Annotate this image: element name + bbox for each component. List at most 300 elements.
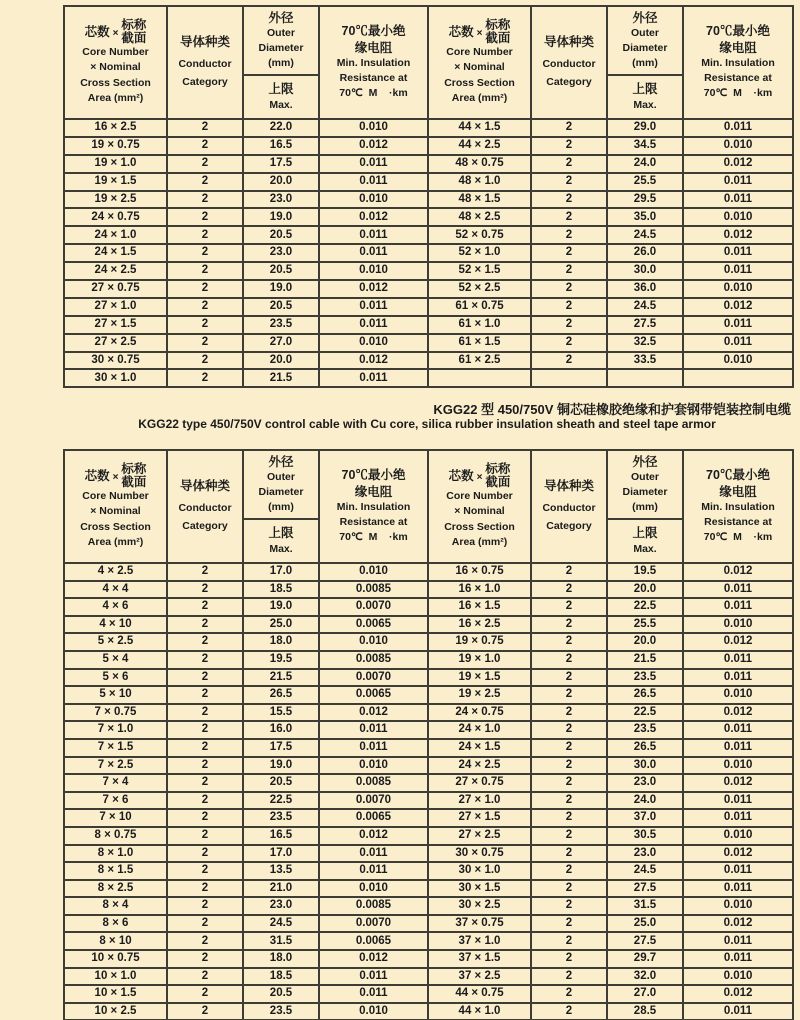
cell: 0.011	[683, 669, 793, 687]
cell: 61 × 2.5	[428, 352, 531, 370]
cell: 2	[167, 651, 243, 669]
cell: 0.011	[319, 226, 428, 244]
cell: 2	[167, 827, 243, 845]
cell: 2	[167, 704, 243, 722]
cell: 10 × 2.5	[64, 1003, 167, 1020]
cell: 26.5	[243, 686, 319, 704]
cell: 24 × 1.5	[428, 739, 531, 757]
cell: 30 × 1.5	[428, 880, 531, 898]
table-row	[64, 334, 793, 352]
table-row	[64, 173, 793, 191]
cell: 2	[531, 809, 607, 827]
header-outer-diameter	[607, 6, 683, 75]
cell: 2	[167, 226, 243, 244]
header-outer-diameter-en: Diameter	[258, 42, 304, 55]
spec-table-kgg22-header	[64, 450, 793, 563]
cell	[531, 369, 607, 387]
cell: 30 × 1.0	[64, 369, 167, 387]
cell: 20.0	[243, 352, 319, 370]
cell: 24 × 1.0	[64, 226, 167, 244]
cell: 0.010	[683, 616, 793, 634]
cell: 0.010	[683, 280, 793, 298]
cell: 0.010	[683, 968, 793, 986]
cell: 8 × 0.75	[64, 827, 167, 845]
header-conductor-category-en: Category	[182, 75, 228, 88]
cell: 52 × 1.0	[428, 244, 531, 262]
cell: 0.011	[683, 862, 793, 880]
cell: 19.0	[243, 757, 319, 775]
cell: 16 × 1.5	[428, 598, 531, 616]
header-core-number-en: Area (mm²)	[451, 535, 508, 548]
cell: 2	[531, 686, 607, 704]
header-core-number-en: Core Number	[82, 46, 149, 59]
cell: 0.011	[683, 119, 793, 137]
cell: 8 × 6	[64, 915, 167, 933]
cell: 2	[531, 137, 607, 155]
cell: 48 × 1.0	[428, 173, 531, 191]
header-outer-diameter-en: Outer	[266, 26, 295, 39]
cell: 24.0	[607, 792, 683, 810]
cell: 5 × 6	[64, 669, 167, 687]
header-conductor-category-en: Conductor	[542, 57, 596, 70]
cell: 0.011	[683, 334, 793, 352]
header-conductor-category-zh: 导体种类	[179, 34, 230, 49]
table-row	[64, 968, 793, 986]
cell: 2	[531, 598, 607, 616]
cell: 24.0	[607, 155, 683, 173]
cell: 0.0085	[319, 774, 428, 792]
cell: 19 × 1.0	[428, 651, 531, 669]
table-row	[64, 792, 793, 810]
header-core-number-zh: 芯数 × 标称 截面	[448, 461, 511, 490]
cell: 19 × 2.5	[428, 686, 531, 704]
cell: 10 × 1.0	[64, 968, 167, 986]
header-min-insulation-en: 70℃ M ·km	[703, 87, 773, 100]
cell	[683, 369, 793, 387]
cell: 10 × 0.75	[64, 950, 167, 968]
cell: 2	[531, 119, 607, 137]
cell: 23.0	[243, 244, 319, 262]
cell: 8 × 2.5	[64, 880, 167, 898]
table-row	[64, 985, 793, 1003]
header-min-insulation-en: 70℃ M ·km	[339, 531, 408, 544]
table-row	[64, 897, 793, 915]
cell: 0.012	[683, 985, 793, 1003]
cell: 2	[531, 334, 607, 352]
header-min-insulation-zh: 缘电阻	[719, 40, 757, 55]
cell: 0.0065	[319, 686, 428, 704]
cell: 0.011	[319, 316, 428, 334]
cell: 5 × 4	[64, 651, 167, 669]
cell: 0.011	[683, 581, 793, 599]
cell: 2	[167, 633, 243, 651]
header-conductor-category-en: Conductor	[178, 57, 232, 70]
cell: 20.5	[243, 298, 319, 316]
cell: 2	[531, 704, 607, 722]
cell: 20.5	[243, 262, 319, 280]
cell: 18.0	[243, 950, 319, 968]
cell: 17.0	[243, 845, 319, 863]
cell: 27.0	[243, 334, 319, 352]
cell: 20.0	[607, 581, 683, 599]
cell: 2	[531, 581, 607, 599]
table-row	[64, 119, 793, 137]
cell: 37 × 1.5	[428, 950, 531, 968]
cell: 2	[531, 792, 607, 810]
cell: 0.011	[683, 651, 793, 669]
cell: 2	[531, 774, 607, 792]
cell: 61 × 1.5	[428, 334, 531, 352]
table-row	[64, 155, 793, 173]
cell: 0.010	[683, 686, 793, 704]
cell: 0.011	[683, 244, 793, 262]
table-row	[64, 1003, 793, 1020]
cell: 23.0	[607, 845, 683, 863]
cell: 4 × 2.5	[64, 563, 167, 581]
table-row	[64, 616, 793, 634]
cell: 2	[531, 757, 607, 775]
header-max-en: Max.	[633, 98, 657, 111]
cell: 2	[167, 191, 243, 209]
cell: 2	[531, 191, 607, 209]
cell: 2	[167, 262, 243, 280]
header-conductor-category-en: Category	[182, 519, 228, 532]
cell: 0.010	[683, 757, 793, 775]
cell: 19 × 1.5	[428, 669, 531, 687]
header-conductor-category-en: Conductor	[542, 501, 596, 514]
cell: 0.012	[683, 155, 793, 173]
cell: 2	[531, 262, 607, 280]
cell: 8 × 10	[64, 932, 167, 950]
cell: 4 × 6	[64, 598, 167, 616]
cell: 22.5	[607, 598, 683, 616]
cell: 8 × 1.0	[64, 845, 167, 863]
cell: 0.0085	[319, 651, 428, 669]
cell: 0.011	[683, 262, 793, 280]
cell: 24 × 1.5	[64, 244, 167, 262]
header-conductor-category	[167, 6, 243, 119]
cell: 44 × 1.0	[428, 1003, 531, 1020]
cell: 19.0	[243, 280, 319, 298]
cell: 19 × 0.75	[64, 137, 167, 155]
cell: 0.012	[683, 774, 793, 792]
header-core-number-en: Cross Section	[444, 76, 515, 89]
cell: 2	[531, 950, 607, 968]
cell: 2	[167, 244, 243, 262]
cell: 27 × 1.5	[64, 316, 167, 334]
cell: 0.011	[319, 985, 428, 1003]
cell: 2	[531, 1003, 607, 1020]
header-core-number	[428, 450, 531, 563]
header-core-number-zh: 芯数 × 标称 截面	[84, 461, 147, 490]
header-max-zh: 上限	[632, 82, 658, 97]
cell: 33.5	[607, 352, 683, 370]
cell: 52 × 0.75	[428, 226, 531, 244]
cell: 23.5	[607, 721, 683, 739]
spec-table-kgg22	[63, 449, 794, 1020]
cell: 32.5	[607, 334, 683, 352]
cell: 20.5	[243, 774, 319, 792]
header-min-insulation-en: Min. Insulation	[701, 500, 775, 513]
header-conductor-category	[531, 450, 607, 563]
cell: 24 × 1.0	[428, 721, 531, 739]
cell: 44 × 1.5	[428, 119, 531, 137]
header-max	[607, 75, 683, 119]
cell: 0.011	[683, 173, 793, 191]
section-title-en: KGG22 type 450/750V control cable with Cu core, silica rubber insulation sheath and steel tape armor	[138, 417, 716, 431]
header-conductor-category-en: Category	[546, 519, 592, 532]
header-min-insulation-en: Resistance at	[339, 72, 408, 85]
cell: 0.0070	[319, 598, 428, 616]
cell: 2	[167, 669, 243, 687]
cell: 0.0085	[319, 581, 428, 599]
cell: 2	[531, 739, 607, 757]
cell: 0.010	[319, 119, 428, 137]
cell: 2	[167, 880, 243, 898]
cell: 10 × 1.5	[64, 985, 167, 1003]
table-row	[64, 651, 793, 669]
cell: 0.010	[683, 827, 793, 845]
header-outer-diameter-en: (mm)	[632, 57, 658, 70]
cell: 2	[531, 352, 607, 370]
header-core-number-en: × Nominal	[90, 61, 141, 74]
table-row	[64, 669, 793, 687]
cell: 0.0065	[319, 932, 428, 950]
cell: 23.5	[243, 1003, 319, 1020]
cell: 19.5	[607, 563, 683, 581]
cell: 27 × 1.0	[64, 298, 167, 316]
cell: 7 × 4	[64, 774, 167, 792]
header-max-zh: 上限	[632, 526, 658, 541]
cell: 2	[167, 616, 243, 634]
cell: 2	[531, 862, 607, 880]
cell: 2	[167, 598, 243, 616]
header-outer-diameter	[607, 450, 683, 519]
cell: 0.011	[683, 932, 793, 950]
header-core-number-en: Area (mm²)	[87, 91, 144, 104]
table-row	[64, 369, 793, 387]
cell: 0.011	[319, 845, 428, 863]
cell: 30.0	[607, 757, 683, 775]
cell: 2	[167, 721, 243, 739]
cell: 2	[531, 616, 607, 634]
cell: 21.5	[607, 651, 683, 669]
cell: 0.011	[319, 298, 428, 316]
header-core-number-zh: 芯数 × 标称 截面	[84, 17, 147, 46]
header-core-number-en: Area (mm²)	[451, 91, 508, 104]
cell: 2	[531, 827, 607, 845]
cell: 0.010	[683, 137, 793, 155]
header-max-en: Max.	[269, 98, 293, 111]
header-max	[607, 519, 683, 563]
cell: 20.5	[243, 985, 319, 1003]
cell: 16 × 2.5	[64, 119, 167, 137]
cell: 34.5	[607, 137, 683, 155]
cell: 2	[167, 369, 243, 387]
cell: 48 × 2.5	[428, 208, 531, 226]
table-row	[64, 757, 793, 775]
cell: 0.012	[683, 845, 793, 863]
table-row	[64, 298, 793, 316]
cell: 0.010	[319, 563, 428, 581]
cell: 23.0	[607, 774, 683, 792]
cell: 2	[531, 880, 607, 898]
cell: 24.5	[607, 298, 683, 316]
cell: 5 × 2.5	[64, 633, 167, 651]
cell: 22.0	[243, 119, 319, 137]
cell: 0.011	[319, 369, 428, 387]
table-row	[64, 827, 793, 845]
header-outer-diameter-zh: 外径	[632, 10, 658, 25]
spec-table-kgg22-body	[64, 563, 793, 1020]
header-min-insulation-resistance	[319, 450, 428, 563]
cell: 0.0065	[319, 616, 428, 634]
header-min-insulation-zh: 70℃最小绝	[341, 24, 406, 39]
header-max-zh: 上限	[268, 526, 294, 541]
cell: 0.011	[683, 950, 793, 968]
header-outer-diameter-en: Diameter	[622, 486, 668, 499]
cell: 2	[167, 208, 243, 226]
cell: 25.5	[607, 616, 683, 634]
cell: 19 × 0.75	[428, 633, 531, 651]
cell: 61 × 1.0	[428, 316, 531, 334]
cell: 8 × 1.5	[64, 862, 167, 880]
cell: 0.0065	[319, 809, 428, 827]
cell: 27 × 0.75	[64, 280, 167, 298]
cell: 5 × 10	[64, 686, 167, 704]
cell: 23.5	[243, 316, 319, 334]
header-conductor-category-en: Category	[546, 75, 592, 88]
cell: 26.5	[607, 686, 683, 704]
cell: 23.5	[243, 809, 319, 827]
cell: 31.5	[607, 897, 683, 915]
table-row	[64, 774, 793, 792]
cell: 2	[531, 563, 607, 581]
table-row	[64, 686, 793, 704]
cell: 19.0	[243, 598, 319, 616]
cell: 24.5	[607, 226, 683, 244]
cell: 2	[167, 280, 243, 298]
cell: 27.5	[607, 880, 683, 898]
cell: 0.010	[319, 757, 428, 775]
cell: 2	[531, 280, 607, 298]
cell: 8 × 4	[64, 897, 167, 915]
table-row	[64, 244, 793, 262]
cell: 7 × 2.5	[64, 757, 167, 775]
header-conductor-category-zh: 导体种类	[543, 478, 594, 493]
cell: 2	[167, 897, 243, 915]
header-conductor-category-zh: 导体种类	[543, 34, 594, 49]
table-row	[64, 915, 793, 933]
cell: 0.010	[683, 352, 793, 370]
cell: 2	[531, 968, 607, 986]
cell: 27 × 0.75	[428, 774, 531, 792]
header-core-number	[64, 450, 167, 563]
cell: 0.011	[683, 191, 793, 209]
spec-table-top-body	[64, 119, 793, 387]
cell: 44 × 2.5	[428, 137, 531, 155]
header-min-insulation-zh: 70℃最小绝	[706, 24, 770, 39]
cell: 0.010	[683, 897, 793, 915]
cell: 0.010	[319, 262, 428, 280]
header-core-number	[64, 6, 167, 119]
cell: 0.010	[319, 633, 428, 651]
header-max-zh: 上限	[268, 82, 294, 97]
table-row	[64, 932, 793, 950]
table-row	[64, 704, 793, 722]
cell: 48 × 1.5	[428, 191, 531, 209]
table-row	[64, 845, 793, 863]
header-core-number-en: Cross Section	[444, 520, 515, 533]
cell: 4 × 4	[64, 581, 167, 599]
cell: 27 × 2.5	[64, 334, 167, 352]
cell: 20.0	[243, 173, 319, 191]
cell: 0.011	[319, 721, 428, 739]
cell: 7 × 1.0	[64, 721, 167, 739]
cell: 26.0	[607, 244, 683, 262]
header-conductor-category-en: Conductor	[178, 501, 232, 514]
header-min-insulation-resistance	[683, 6, 793, 119]
cell: 0.011	[683, 880, 793, 898]
header-outer-diameter-zh: 外径	[632, 454, 658, 469]
header-core-number	[428, 6, 531, 119]
cell: 0.011	[319, 244, 428, 262]
cell: 21.5	[243, 669, 319, 687]
table-row	[64, 862, 793, 880]
table-row	[64, 739, 793, 757]
table-row	[64, 191, 793, 209]
cell: 52 × 1.5	[428, 262, 531, 280]
cell: 2	[531, 985, 607, 1003]
cell: 2	[531, 915, 607, 933]
cell: 19.5	[243, 651, 319, 669]
cell: 19 × 1.0	[64, 155, 167, 173]
cell: 2	[531, 669, 607, 687]
header-outer-diameter-en: (mm)	[268, 57, 294, 70]
spec-table-top	[63, 5, 794, 388]
header-core-number-en: × Nominal	[454, 61, 505, 74]
cell: 2	[167, 845, 243, 863]
cell: 16.0	[243, 721, 319, 739]
header-outer-diameter-en: Outer	[630, 470, 659, 483]
cell: 0.010	[319, 191, 428, 209]
header-min-insulation-en: 70℃ M ·km	[339, 87, 408, 100]
header-outer-diameter-en: (mm)	[268, 501, 294, 514]
cell: 30 × 0.75	[428, 845, 531, 863]
cell: 23.0	[243, 191, 319, 209]
header-core-number-en: Cross Section	[80, 76, 151, 89]
header-min-insulation-en: 70℃ M ·km	[703, 531, 773, 544]
cell: 29.0	[607, 119, 683, 137]
table-row	[64, 598, 793, 616]
table-row	[64, 280, 793, 298]
cell: 23.0	[243, 897, 319, 915]
header-min-insulation-zh: 缘电阻	[719, 484, 757, 499]
table-row	[64, 721, 793, 739]
header-core-number-zh: 芯数 × 标称 截面	[448, 17, 511, 46]
header-outer-diameter-en: Outer	[630, 26, 659, 39]
table-row	[64, 208, 793, 226]
cell: 4 × 10	[64, 616, 167, 634]
cell: 2	[531, 932, 607, 950]
table-row	[64, 137, 793, 155]
cell	[428, 369, 531, 387]
cell: 13.5	[243, 862, 319, 880]
header-min-insulation-en: Resistance at	[704, 516, 772, 529]
cell: 7 × 10	[64, 809, 167, 827]
cell: 2	[167, 581, 243, 599]
cell: 0.011	[683, 809, 793, 827]
